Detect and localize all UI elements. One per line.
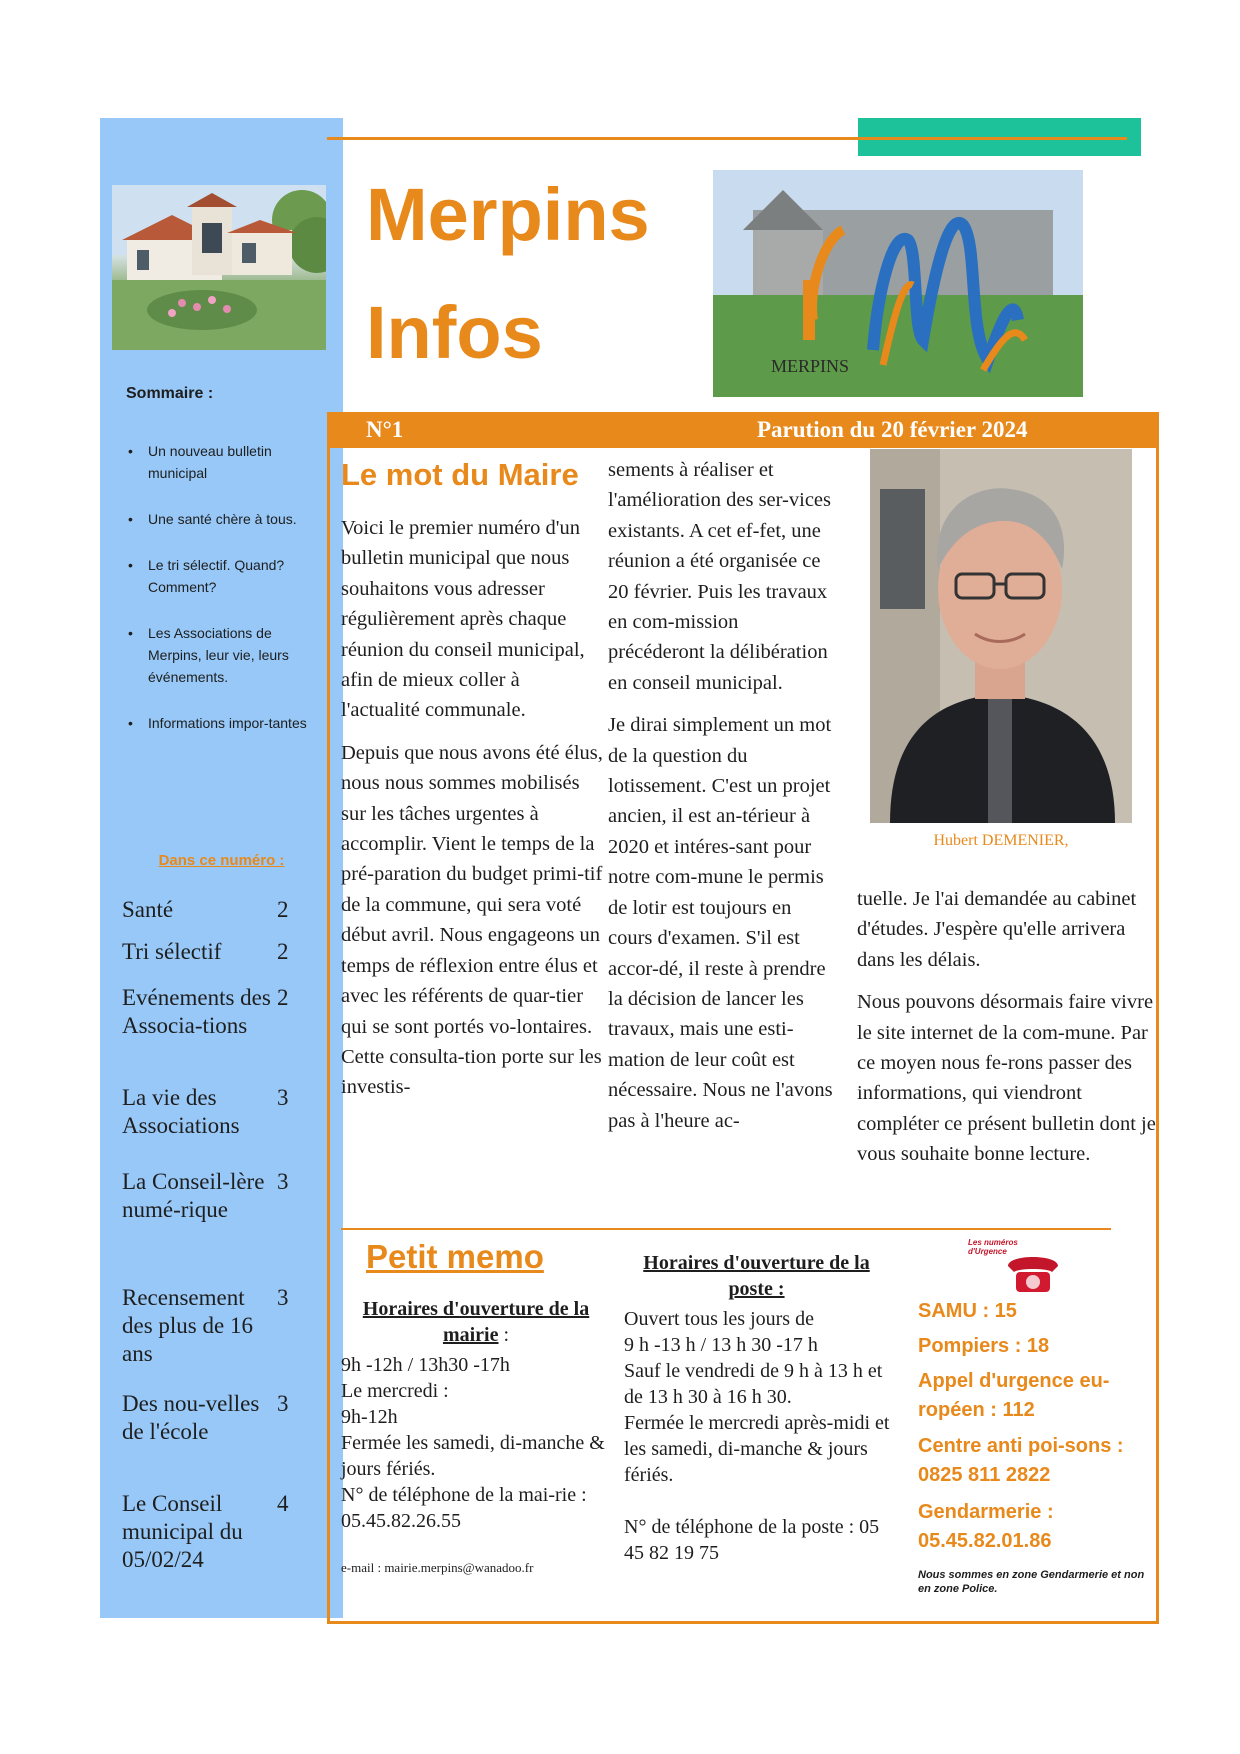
toc-label: Evénements des Associa-tions <box>122 985 271 1038</box>
sommaire-item: • Informations impor-tantes <box>126 712 326 734</box>
poste-line: Sauf le vendredi de 9 h à 13 h et de 13 h 30 à 16 h 30. <box>624 1360 883 1408</box>
poste-line <box>624 1488 894 1514</box>
paragraph: tuelle. Je l'ai demandée au cabinet d'études. J'espère qu'elle arrivera dans les délais. <box>857 888 1137 971</box>
toc-entry <box>122 984 337 1040</box>
mairie-hours <box>341 1352 611 1534</box>
dans-ce-numero-title: Dans ce numéro : <box>158 852 285 869</box>
toc-label: Le Conseil municipal du 05/02/24 <box>122 1491 243 1572</box>
toc-entry <box>122 1490 337 1574</box>
toc-page: 3 <box>277 1085 289 1110</box>
urgence-logo-text: Les numéros d'Urgence <box>968 1238 1018 1256</box>
masthead-subtitle: Infos <box>366 291 543 374</box>
paragraph: Depuis que nous avons été élus, nous nous sommes mobilisés sur les tâches urgentes à accomplir. Vient le temps de la pré-paration du budget primi-tif de la commune, qui sera voté début avril. Nous engageons un temps de réflexion entre élus et avec les référents de quar-tier qui se sont portés vo-lontaires. Cette consulta-tion porte sur les investis- <box>341 741 603 1099</box>
poste-line: Fermée le mercredi après-midi et les samedi, di-manche & jours fériés. <box>624 1412 890 1486</box>
toc-entry <box>122 938 337 966</box>
mayor-photo <box>870 449 1132 823</box>
toc-label: La vie des Associations <box>122 1085 240 1138</box>
emergency-note: Nous sommes en zone Gendarmerie et non en zone Police. <box>918 1569 1145 1595</box>
toc-label: Recensement des plus de 16 ans <box>122 1285 253 1366</box>
mairie-heading-suffix: : <box>498 1324 510 1346</box>
poste-line: 9 h -13 h / 13 h 30 -17 h <box>624 1334 818 1356</box>
toc-page: 2 <box>277 939 289 964</box>
toc-entry <box>122 1390 337 1446</box>
photo-caption: Hubert DEMENIER, <box>933 832 1069 849</box>
article-column-1 <box>341 513 603 1115</box>
toc-entry <box>122 1084 337 1140</box>
emergency-112: Appel d'urgence eu-ropéen : 112 <box>918 1370 1110 1421</box>
issue-band <box>330 415 1156 448</box>
toc-label: Des nou-velles de l'école <box>122 1391 260 1444</box>
toc-entry <box>122 1168 337 1224</box>
sommaire-item: • Les Associations de Merpins, leur vie, leurs événements. <box>126 622 326 688</box>
paragraph: Je dirai simplement un mot de la question du lotissement. C'est un projet ancien, il est an-térieur à 2020 et intéres-sant pour notre com-mune le permis de lotir est toujours en cours d'examen. S'il est accor-dé, il reste à prendre la décision de lancer les travaux, mais une esti-mation de leur coût est nécessaire. Nous ne l'avons pas à l'heure ac- <box>608 714 833 1132</box>
emergency-gendarmerie: Gendarmerie : 05.45.82.01.86 <box>918 1501 1054 1552</box>
mairie-line: Le mercredi : <box>341 1380 449 1402</box>
poste-line: N° de téléphone de la poste : 05 45 82 19 75 <box>624 1516 880 1564</box>
sommaire-item: • Un nouveau bulletin municipal <box>126 440 326 484</box>
mairie-line: N° de téléphone de la mai-rie : 05.45.82.26.55 <box>341 1484 587 1532</box>
toc-page: 2 <box>277 897 289 922</box>
toc-entry <box>122 896 337 924</box>
emergency-pompiers: Pompiers : 18 <box>918 1335 1050 1357</box>
article-column-2 <box>608 455 838 1148</box>
toc-label: Tri sélectif <box>122 939 222 964</box>
sommaire-item: • Le tri sélectif. Quand? Comment? <box>126 554 326 598</box>
merpins-logo <box>713 170 1083 397</box>
toc-page: 4 <box>277 1491 289 1516</box>
mairie-line: Fermée les samedi, di-manche & jours fériés. <box>341 1432 605 1480</box>
emergency-phone-icon <box>968 1236 1072 1296</box>
article-column-3 <box>857 884 1157 1182</box>
mairie-heading-text: Horaires d'ouverture de la mairie <box>362 1298 590 1346</box>
emergency-antipoison: Centre anti poi-sons : 0825 811 2822 <box>918 1435 1124 1486</box>
issue-date: Parution du 20 février 2024 <box>757 417 1028 442</box>
mairie-hours-heading <box>341 1296 611 1348</box>
toc-page: 3 <box>277 1169 289 1194</box>
article-title: Le mot du Maire <box>341 457 579 492</box>
toc-entry <box>122 1284 337 1368</box>
header-rule <box>327 137 1127 140</box>
memo-title: Petit memo <box>366 1238 544 1275</box>
sommaire-title: Sommaire : <box>126 385 214 402</box>
paragraph: Voici le premier numéro d'un bulletin municipal que nous souhaitons vous adresser régulièrement après chaque réunion du conseil municipal, afin de mieux coller à l'actualité communale. <box>341 517 585 722</box>
paragraph: Nous pouvons désormais faire vivre le site internet de la com-mune. Par ce moyen nous fe-rons passer des informations, qui viendront compléter ce présent bulletin dont je vous souhaite bonne lecture. <box>857 991 1156 1166</box>
toc-page: 3 <box>277 1391 289 1416</box>
poste-line: Ouvert tous les jours de <box>624 1308 814 1330</box>
poste-hours <box>624 1306 894 1566</box>
poste-hours-heading: Horaires d'ouverture de la poste : <box>643 1252 870 1300</box>
sommaire-list <box>126 440 326 758</box>
issue-number: N°1 <box>366 417 404 442</box>
sommaire-item: • Une santé chère à tous. <box>126 508 326 530</box>
toc-page: 3 <box>277 1285 289 1310</box>
toc-label: La Conseil-lère numé-rique <box>122 1169 265 1222</box>
masthead-title: Merpins <box>366 173 650 256</box>
mairie-email: e-mail : mairie.merpins@wanadoo.fr <box>341 1560 534 1575</box>
toc-label: Santé <box>122 897 174 922</box>
mairie-line: 9h-12h <box>341 1406 398 1428</box>
logo-text: MERPINS <box>771 356 850 376</box>
emergency-samu: SAMU : 15 <box>918 1300 1017 1322</box>
mairie-line: 9h -12h / 13h30 -17h <box>341 1354 510 1376</box>
town-hall-photo <box>112 185 326 350</box>
toc-page: 2 <box>277 985 289 1010</box>
memo-rule <box>341 1228 1111 1230</box>
paragraph: sements à réaliser et l'amélioration des ser-vices existants. A cet ef-fet, une réunion a été organisée ce 20 février. Puis les travaux en com-mission précéderont la délibération en conseil municipal. <box>608 459 832 694</box>
